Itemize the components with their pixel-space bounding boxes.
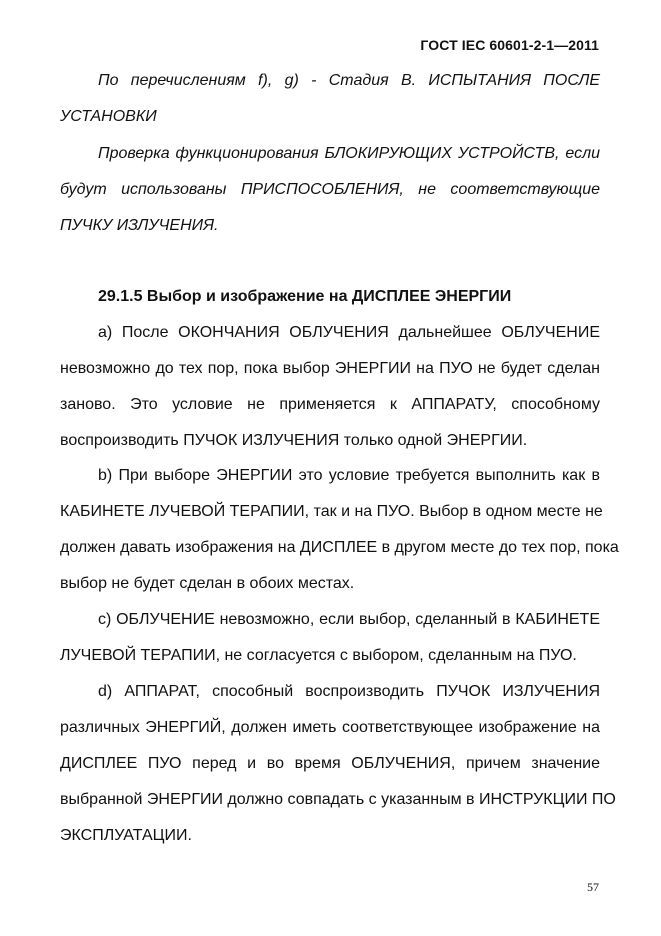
paragraph-line: ЭКСПЛУАТАЦИИ.: [60, 827, 192, 844]
paragraph-line: УСТАНОВКИ: [60, 108, 157, 125]
paragraph-line: По перечислениям f), g) - Стадия В. ИСПЫТАНИЯ ПОСЛЕ: [98, 72, 600, 89]
document-header: ГОСТ IEC 60601-2-1—2011: [420, 37, 599, 53]
page-number: 57: [587, 880, 599, 894]
paragraph-line: различных ЭНЕРГИЙ, должен иметь соответствующее изображение на: [60, 719, 600, 736]
paragraph-line: d) АППАРАТ, способный воспроизводить ПУЧОК ИЗЛУЧЕНИЯ: [98, 683, 600, 700]
paragraph-line: ПУЧКУ ИЗЛУЧЕНИЯ.: [60, 217, 219, 234]
paragraph-line: воспроизводить ПУЧОК ИЗЛУЧЕНИЯ только одной ЭНЕРГИИ.: [60, 432, 528, 449]
paragraph-line: должен давать изображения на ДИСПЛЕЕ в другом месте до тех пор, пока: [60, 539, 619, 556]
paragraph-line: c) ОБЛУЧЕНИЕ невозможно, если выбор, сделанный в КАБИНЕТЕ: [98, 611, 600, 628]
section-heading: 29.1.5 Выбор и изображение на ДИСПЛЕЕ ЭНЕРГИИ: [98, 288, 512, 305]
paragraph-line: заново. Это условие не применяется к АППАРАТУ, способному: [60, 396, 600, 413]
paragraph-line: невозможно до тех пор, пока выбор ЭНЕРГИИ на ПУО не будет сделан: [60, 360, 600, 377]
paragraph-line: ДИСПЛЕЕ ПУО перед и во время ОБЛУЧЕНИЯ, причем значение: [60, 755, 600, 772]
paragraph-line: b) При выборе ЭНЕРГИИ это условие требуется выполнить как в: [98, 467, 600, 484]
paragraph-line: Проверка функционирования БЛОКИРУЮЩИХ УСТРОЙСТВ, если: [98, 145, 600, 162]
paragraph-line: КАБИНЕТЕ ЛУЧЕВОЙ ТЕРАПИИ, так и на ПУО. Выбор в одном месте не: [60, 503, 603, 520]
paragraph-line: выбор не будет сделан в обоих местах.: [60, 575, 355, 592]
paragraph-line: выбранной ЭНЕРГИИ должно совпадать с указанным в ИНСТРУКЦИИ ПО: [60, 791, 616, 808]
paragraph-line: ЛУЧЕВОЙ ТЕРАПИИ, не согласуется с выбором, сделанным на ПУО.: [60, 647, 577, 664]
paragraph-line: a) После ОКОНЧАНИЯ ОБЛУЧЕНИЯ дальнейшее ОБЛУЧЕНИЕ: [98, 324, 600, 341]
paragraph-line: будут использованы ПРИСПОСОБЛЕНИЯ, не соответствующие: [60, 181, 600, 198]
